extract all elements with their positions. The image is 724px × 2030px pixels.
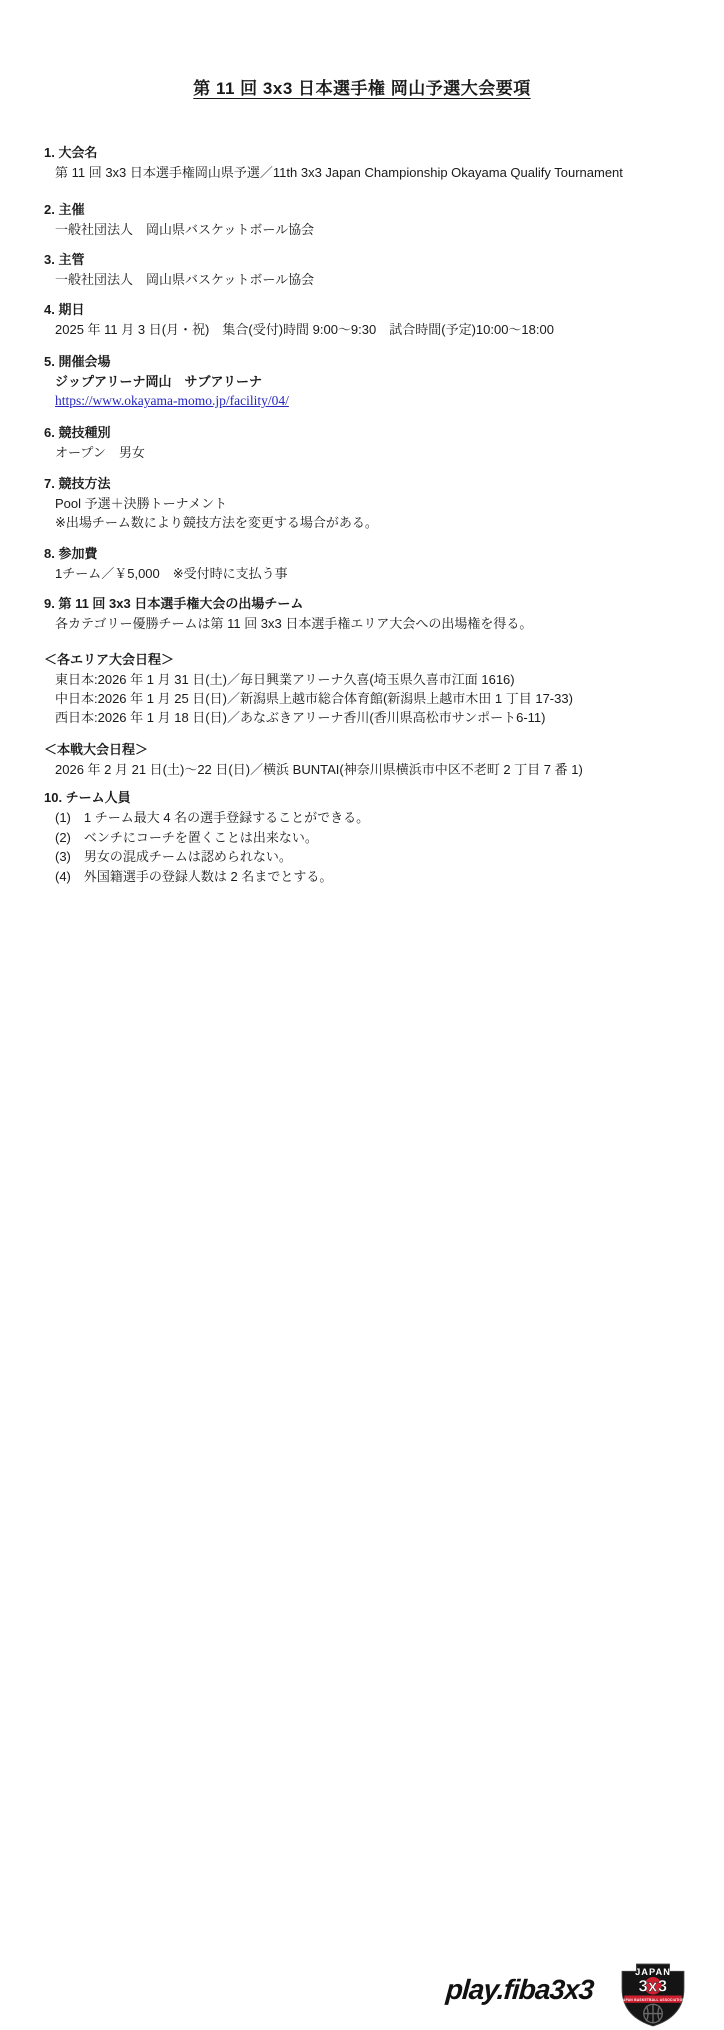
badge-3x3-label: 3x3 xyxy=(638,1977,668,1996)
main-schedule xyxy=(44,740,696,779)
section-venue xyxy=(44,352,696,410)
area-schedule-west: 西日本:2026 年 1 月 18 日(日)／あなぶきアリーナ香川(香川県高松市サンポート6-11) xyxy=(55,710,546,725)
section-text: 1チーム／￥5,000 ※受付時に支払う事 xyxy=(55,566,288,581)
section-management xyxy=(44,250,696,289)
section-heading: 3. 主管 xyxy=(44,252,85,267)
area-schedule-central: 中日本:2026 年 1 月 25 日(日)／新潟県上越市総合体育館(新潟県上越市木田 1 丁目 17-33) xyxy=(55,691,573,706)
section-heading: 7. 競技方法 xyxy=(44,476,111,491)
section-entry-fee xyxy=(44,544,696,583)
section-heading: 1. 大会名 xyxy=(44,145,98,160)
section-category xyxy=(44,423,696,462)
venue-link-line xyxy=(44,391,696,410)
badge-japan-label: JAPAN xyxy=(635,1966,671,1977)
main-schedule-title: ＜本戦大会日程＞ xyxy=(44,742,149,757)
fiba3x3-wordmark: play.fiba3x3 xyxy=(444,1974,595,2005)
area-schedule xyxy=(44,650,696,727)
section-text: 各カテゴリー優勝チームは第 11 回 3x3 日本選手権エリア大会への出場権を得る。 xyxy=(55,616,533,631)
area-schedule-east: 東日本:2026 年 1 月 31 日(土)／毎日興業アリーナ久喜(埼玉県久喜市江面 1616) xyxy=(55,672,515,687)
section-qualified-teams xyxy=(44,594,696,633)
section-heading: 6. 競技種別 xyxy=(44,425,111,440)
section-format xyxy=(44,474,696,532)
section-text: 一般社団法人 岡山県バスケットボール協会 xyxy=(55,272,315,287)
badge-association-label: JAPAN BASKETBALL ASSOCIATION xyxy=(620,1997,686,2002)
team-rule-1: (1) 1 チーム最大 4 名の選手登録することができる。 xyxy=(55,810,370,825)
basketball-icon xyxy=(644,2004,663,2023)
section-tournament-name xyxy=(44,143,696,182)
area-schedule-title: ＜各エリア大会日程＞ xyxy=(44,652,175,667)
team-rule-4: (4) 外国籍選手の登録人数は 2 名までとする。 xyxy=(55,868,333,884)
document-body xyxy=(44,143,696,886)
section-text: 2025 年 11 月 3 日(月・祝) 集合(受付)時間 9:00〜9:30 試合時間(予定)10:00〜18:00 xyxy=(55,322,554,337)
venue-name: ジップアリーナ岡山 サブアリーナ xyxy=(55,374,262,389)
section-organizer xyxy=(44,200,696,239)
section-note: ※出場チーム数により競技方法を変更する場合がある。 xyxy=(55,515,378,530)
section-text: 第 11 回 3x3 日本選手権岡山県予選／11th 3x3 Japan Championship Okayama Qualify Tournament xyxy=(55,165,623,180)
section-heading: 4. 期日 xyxy=(44,302,85,317)
section-heading: 8. 参加費 xyxy=(44,546,98,561)
team-rule-2: (2) ベンチにコーチを置くことは出来ない。 xyxy=(55,829,318,845)
section-heading: 5. 開催会場 xyxy=(44,354,111,369)
section-heading: 9. 第 11 回 3x3 日本選手権大会の出場チーム xyxy=(44,596,304,611)
team-rule-3: (3) 男女の混成チームは認められない。 xyxy=(55,849,292,864)
section-team-rules xyxy=(44,788,696,886)
footer xyxy=(0,1014,724,2005)
main-schedule-item: 2026 年 2 月 21 日(土)〜22 日(日)／横浜 BUNTAI(神奈川県横浜市中区不老町 2 丁目 7 番 1) xyxy=(55,762,583,777)
document-page xyxy=(0,74,724,2005)
section-heading: 10. チーム人員 xyxy=(44,790,131,805)
section-text: オープン 男女 xyxy=(55,445,145,460)
japan-3x3-badge-icon xyxy=(617,1958,689,2030)
section-date xyxy=(44,300,696,339)
venue-url-link[interactable]: https://www.okayama-momo.jp/facility/04/ xyxy=(55,393,289,408)
section-text: Pool 予選＋決勝トーナメント xyxy=(55,496,228,511)
section-text: 一般社団法人 岡山県バスケットボール協会 xyxy=(55,222,315,237)
section-heading: 2. 主催 xyxy=(44,202,85,217)
page-title: 第 11 回 3x3 日本選手権 岡山予選大会要項 xyxy=(193,79,531,98)
